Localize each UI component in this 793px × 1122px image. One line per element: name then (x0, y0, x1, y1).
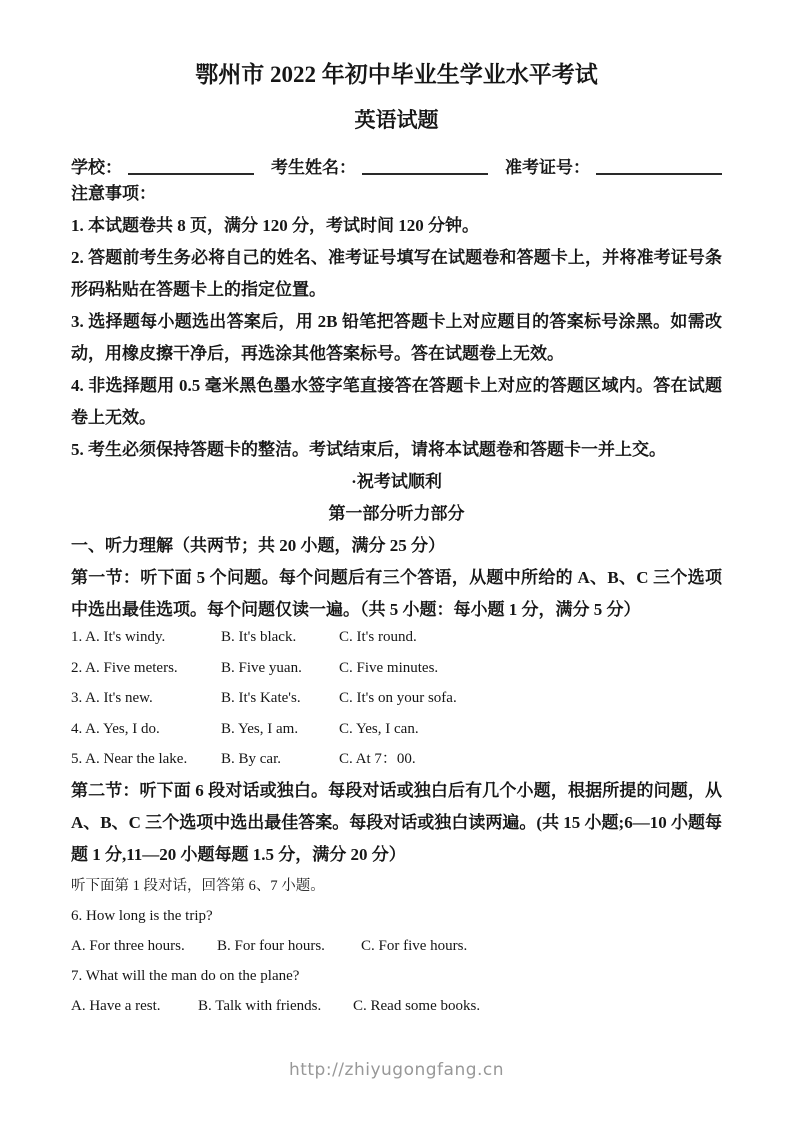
watermark-url: http://zhiyugongfang.cn (288, 1060, 505, 1080)
school-field-label: 学校： (71, 158, 122, 177)
question-row-4 (71, 714, 722, 745)
option-b: B. Yes, I am. (221, 720, 299, 737)
option-b: B. Five yuan. (221, 659, 302, 676)
notice-item-2: 2. 答题前考生务必将自己的姓名、准考证号填写在试题卷和答题卡上，并将准考证号条形码粘贴在答题卡上的指定位置。 (71, 248, 722, 299)
question-6-stem: 6. How long is the trip? (71, 907, 213, 924)
question-row-2 (71, 653, 722, 684)
ticket-fill-line (596, 171, 722, 175)
part1-heading: 第一部分听力部分 (328, 504, 465, 523)
option-c: C. Five minutes. (339, 659, 439, 676)
part1-instructions: 第一节：听下面 5 个问题。每个问题后有三个答语，从题中所给的 A、B、C 三个选项中选出最佳选项。每个问题仅读一遍。（共 5 小题：每小题 1 分，满分 5 分） (71, 568, 722, 619)
option-c: C. Read some books. (353, 998, 481, 1014)
option-a: 5. A. Near the lake. (71, 751, 188, 767)
listening-section-heading: 一、听力理解（共两节；共 20 小题，满分 25 分） (71, 536, 445, 555)
option-c: C. At 7：00. (339, 751, 416, 767)
notice-item-1: 1. 本试题卷共 8 页，满分 120 分，考试时间 120 分钟。 (71, 216, 479, 235)
option-c: C. It's on your sofa. (339, 690, 457, 706)
option-b: B. It's black. (221, 629, 297, 645)
dialog1-note: 听下面第 1 段对话，回答第 6、7 小题。 (71, 877, 325, 894)
part2-instructions: 第二节：听下面 6 段对话或独白。每段对话或独白后有几个小题，根据所提的问题，从 A、B、C 三个选项中选出最佳答案。每段对话或独白读两遍。(共 15 小题;6—10 小题每题 1 分,11—20 小题每题 1.5 分，满分 20 分） (71, 780, 722, 864)
question-row-1 (71, 622, 722, 653)
notice-item-5: 5. 考生必须保持答题卡的整洁。考试结束后，请将本试题卷和答题卡一并上交。 (71, 440, 666, 459)
wish-line: ·祝考试顺利 (351, 472, 442, 491)
option-b: B. Talk with friends. (198, 998, 322, 1014)
option-a: 2. A. Five meters. (71, 659, 178, 676)
option-b: B. By car. (221, 751, 281, 767)
option-a: 1. A. It's windy. (71, 629, 166, 645)
option-a: A. Have a rest. (71, 998, 161, 1014)
notice-item-3: 3. 选择题每小题选出答案后，用 2B 铅笔把答题卡上对应题目的答案标号涂黑。如需改动，用橡皮擦干净后，再选涂其他答案标号。答在试题卷上无效。 (71, 312, 722, 363)
option-c: C. Yes, I can. (339, 720, 419, 737)
ticket-field (505, 153, 722, 178)
option-a: A. For three hours. (71, 937, 185, 954)
notice-item-4: 4. 非选择题用 0.5 毫米黑色墨水签字笔直接答在答题卡上对应的答题区域内。答在试题卷上无效。 (71, 376, 722, 427)
option-b: B. For four hours. (217, 937, 325, 954)
exam-title: 鄂州市 2022 年初中毕业生学业水平考试 (195, 62, 598, 87)
option-a: 4. A. Yes, I do. (71, 720, 160, 737)
question-7-stem: 7. What will the man do on the plane? (71, 968, 300, 984)
question-7-options (71, 991, 722, 1022)
option-b: B. It's Kate's. (221, 690, 301, 706)
option-c: C. It's round. (339, 629, 417, 645)
question-row-5 (71, 744, 722, 775)
option-c: C. For five hours. (361, 937, 468, 954)
question-row-3 (71, 683, 722, 714)
name-field (271, 153, 488, 178)
paper-title: 英语试题 (354, 108, 439, 132)
part1-question-list (71, 622, 722, 775)
candidate-fields-row (71, 154, 722, 178)
ticket-field-label: 准考证号： (505, 158, 590, 177)
school-fill-line (128, 171, 254, 175)
school-field (71, 153, 254, 178)
name-fill-line (362, 171, 488, 175)
question-6-options (71, 931, 722, 962)
notice-heading: 注意事项： (71, 184, 156, 203)
name-field-label: 考生姓名： (271, 158, 356, 177)
option-a: 3. A. It's new. (71, 690, 153, 706)
